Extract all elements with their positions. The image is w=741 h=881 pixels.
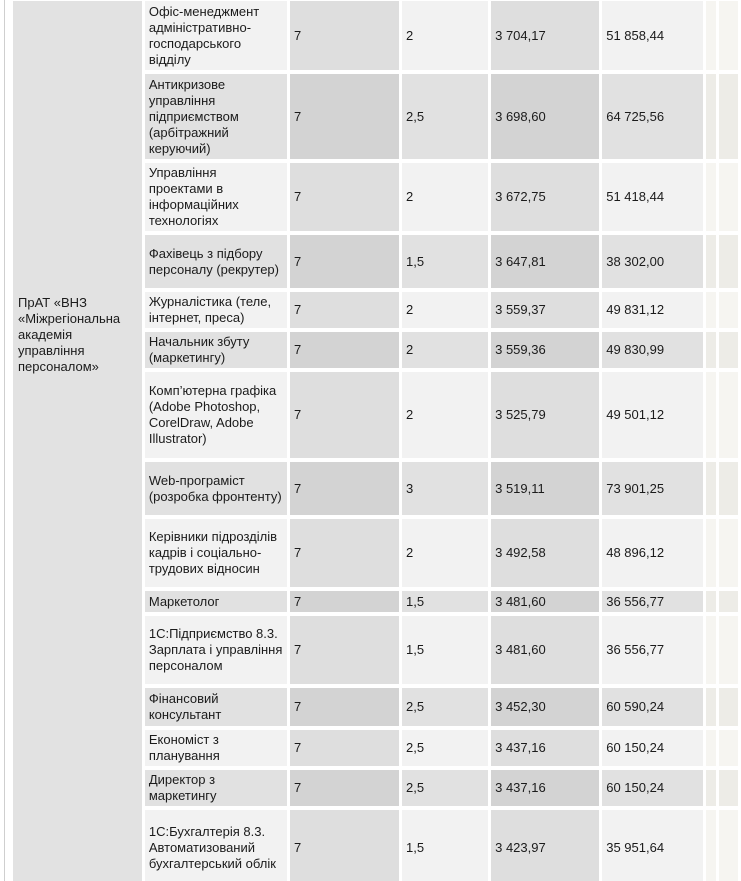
clipped-edge-cell — [706, 235, 716, 288]
clipped-edge-cell — [719, 74, 738, 159]
value-cell-1: 7 — [290, 163, 399, 231]
clipped-edge-cell — [706, 591, 716, 612]
course-name-cell: Web-програміст (розробка фронтенту) — [145, 462, 287, 515]
value-cell-2: 1,5 — [402, 616, 488, 684]
value-cell-3: 3 559,36 — [491, 332, 599, 368]
value-cell-1: 7 — [290, 292, 399, 328]
value-cell-4: 36 556,77 — [602, 616, 703, 684]
value-cell-1: 7 — [290, 770, 399, 806]
clipped-edge-cell — [719, 163, 738, 231]
clipped-edge-cell — [706, 616, 716, 684]
value-cell-4: 48 896,12 — [602, 519, 703, 587]
organization-cell: ПрАТ «ВНЗ «Міжрегіональна академія управління персоналом» — [13, 1, 142, 881]
value-cell-4: 60 150,24 — [602, 730, 703, 766]
value-cell-4: 49 501,12 — [602, 372, 703, 458]
clipped-edge-cell — [706, 770, 716, 806]
value-cell-3: 3 481,60 — [491, 591, 599, 612]
value-cell-2: 1,5 — [402, 235, 488, 288]
value-cell-3: 3 519,11 — [491, 462, 599, 515]
clipped-edge-cell — [719, 372, 738, 458]
clipped-edge-cell — [719, 688, 738, 726]
course-name-cell: Фінансовий консультант — [145, 688, 287, 726]
clipped-edge-cell — [706, 163, 716, 231]
value-cell-1: 7 — [290, 688, 399, 726]
course-name-cell: 1С:Підприємство 8.3. Зарплата і управління персоналом — [145, 616, 287, 684]
value-cell-1: 7 — [290, 74, 399, 159]
value-cell-1: 7 — [290, 1, 399, 70]
value-cell-4: 51 418,44 — [602, 163, 703, 231]
clipped-edge-cell — [719, 730, 738, 766]
value-cell-3: 3 423,97 — [491, 810, 599, 881]
value-cell-2: 2,5 — [402, 688, 488, 726]
course-name-cell: Журналістика (теле, інтернет, преса) — [145, 292, 287, 328]
value-cell-1: 7 — [290, 332, 399, 368]
clipped-edge-cell — [706, 730, 716, 766]
clipped-edge-cell — [706, 332, 716, 368]
value-cell-2: 2,5 — [402, 770, 488, 806]
value-cell-2: 2 — [402, 292, 488, 328]
course-name-cell: Фахівець з підбору персоналу (рекрутер) — [145, 235, 287, 288]
value-cell-2: 2,5 — [402, 730, 488, 766]
value-cell-1: 7 — [290, 730, 399, 766]
value-cell-3: 3 492,58 — [491, 519, 599, 587]
clipped-edge-cell — [706, 292, 716, 328]
value-cell-4: 35 951,64 — [602, 810, 703, 881]
value-cell-4: 60 590,24 — [602, 688, 703, 726]
clipped-edge-cell — [719, 519, 738, 587]
clipped-edge-cell — [706, 462, 716, 515]
clipped-edge-cell — [706, 519, 716, 587]
clipped-edge-cell — [719, 810, 738, 881]
table-row — [13, 1, 738, 70]
course-name-cell: Маркетолог — [145, 591, 287, 612]
clipped-edge-cell — [719, 591, 738, 612]
course-name-cell: Антикризове управління підприємством (арбітражний керуючий) — [145, 74, 287, 159]
value-cell-3: 3 525,79 — [491, 372, 599, 458]
clipped-edge-cell — [719, 1, 738, 70]
value-cell-1: 7 — [290, 372, 399, 458]
value-cell-1: 7 — [290, 462, 399, 515]
value-cell-4: 38 302,00 — [602, 235, 703, 288]
clipped-edge-cell — [719, 235, 738, 288]
clipped-edge-cell — [706, 74, 716, 159]
value-cell-1: 7 — [290, 235, 399, 288]
value-cell-1: 7 — [290, 616, 399, 684]
clipped-edge-cell — [719, 332, 738, 368]
value-cell-2: 3 — [402, 462, 488, 515]
value-cell-2: 2 — [402, 519, 488, 587]
value-cell-3: 3 647,81 — [491, 235, 599, 288]
value-cell-3: 3 437,16 — [491, 770, 599, 806]
value-cell-2: 2,5 — [402, 74, 488, 159]
value-cell-4: 36 556,77 — [602, 591, 703, 612]
clipped-edge-cell — [706, 372, 716, 458]
value-cell-4: 49 830,99 — [602, 332, 703, 368]
course-name-cell: 1С:Бухгалтерія 8.3. Автоматизований бухгалтерський облік — [145, 810, 287, 881]
value-cell-2: 2 — [402, 372, 488, 458]
clipped-edge-cell — [719, 462, 738, 515]
value-cell-3: 3 559,37 — [491, 292, 599, 328]
course-name-cell: Начальник збуту (маркетингу) — [145, 332, 287, 368]
value-cell-1: 7 — [290, 810, 399, 881]
course-name-cell: Комп’ютерна графіка (Adobe Photoshop, CorelDraw, Adobe Illustrator) — [145, 372, 287, 458]
value-cell-3: 3 698,60 — [491, 74, 599, 159]
value-cell-3: 3 481,60 — [491, 616, 599, 684]
value-cell-2: 1,5 — [402, 591, 488, 612]
course-name-cell: Офіс-менеджмент адміністративно-господарського відділу — [145, 1, 287, 70]
value-cell-2: 2 — [402, 1, 488, 70]
clipped-edge-cell — [719, 770, 738, 806]
clipped-edge-cell — [706, 810, 716, 881]
value-cell-4: 60 150,24 — [602, 770, 703, 806]
course-name-cell: Управління проектами в інформаційних технологіях — [145, 163, 287, 231]
value-cell-2: 1,5 — [402, 810, 488, 881]
value-cell-4: 64 725,56 — [602, 74, 703, 159]
value-cell-3: 3 704,17 — [491, 1, 599, 70]
course-price-table — [10, 0, 741, 881]
value-cell-3: 3 672,75 — [491, 163, 599, 231]
left-border-line — [4, 0, 5, 881]
clipped-edge-cell — [706, 688, 716, 726]
course-name-cell: Керівники підрозділів кадрів і соціально-трудових відносин — [145, 519, 287, 587]
value-cell-2: 2 — [402, 163, 488, 231]
value-cell-4: 51 858,44 — [602, 1, 703, 70]
clipped-edge-cell — [719, 292, 738, 328]
value-cell-2: 2 — [402, 332, 488, 368]
value-cell-4: 49 831,12 — [602, 292, 703, 328]
clipped-edge-cell — [719, 616, 738, 684]
clipped-edge-cell — [706, 1, 716, 70]
value-cell-3: 3 452,30 — [491, 688, 599, 726]
value-cell-4: 73 901,25 — [602, 462, 703, 515]
value-cell-3: 3 437,16 — [491, 730, 599, 766]
value-cell-1: 7 — [290, 591, 399, 612]
course-name-cell: Економіст з планування — [145, 730, 287, 766]
course-name-cell: Директор з маркетингу — [145, 770, 287, 806]
value-cell-1: 7 — [290, 519, 399, 587]
